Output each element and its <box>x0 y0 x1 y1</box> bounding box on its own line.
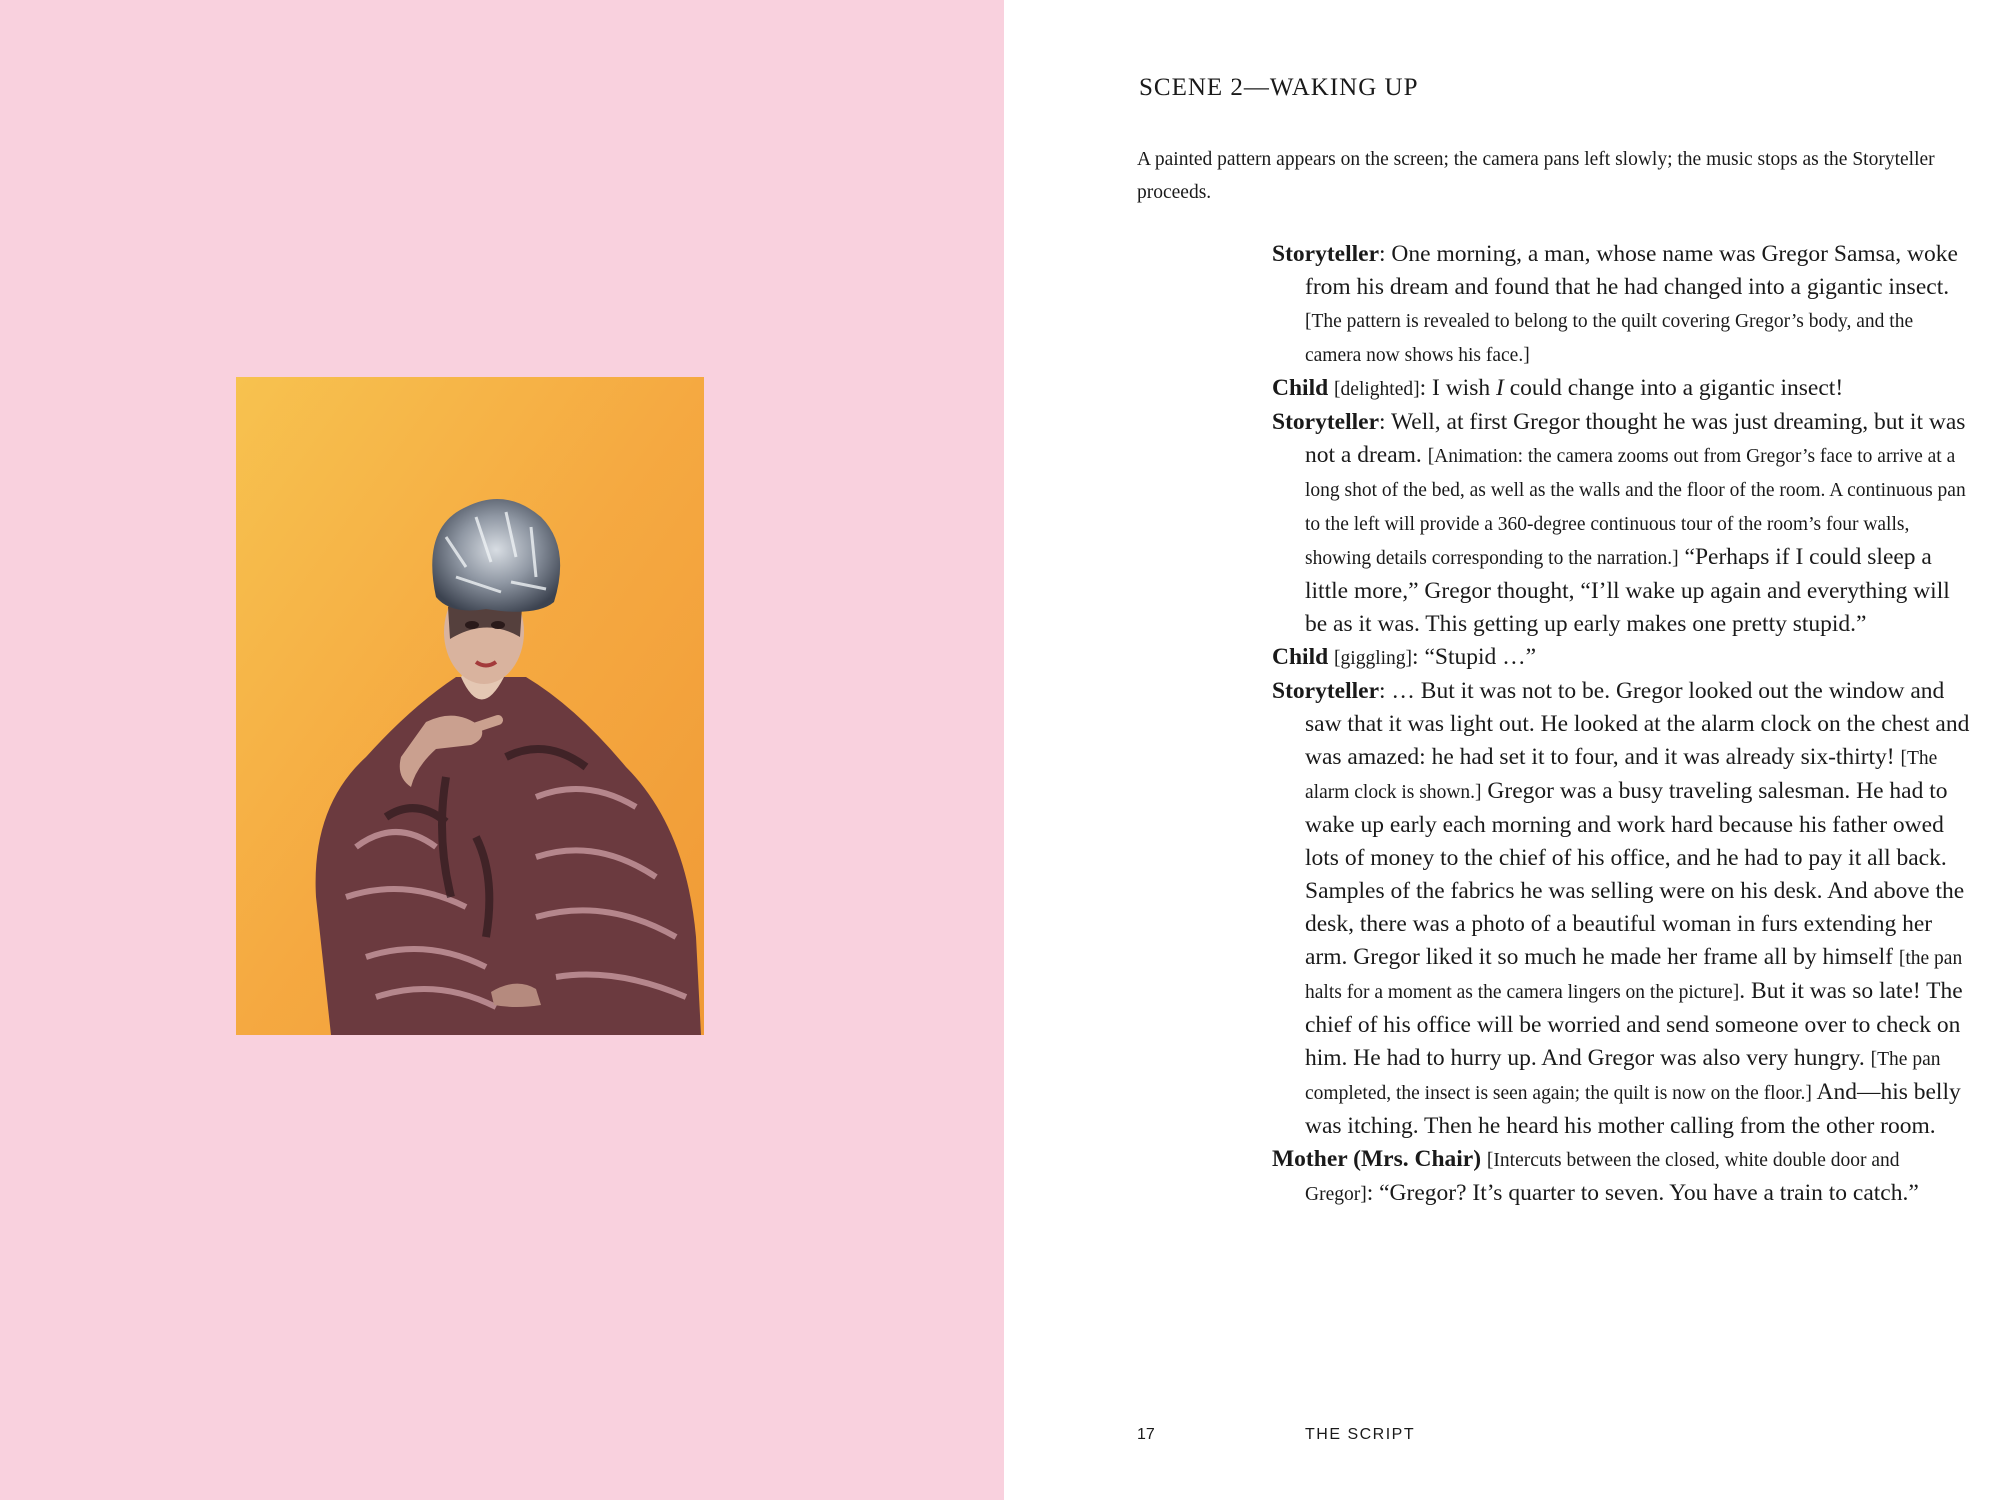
scene-title: SCENE 2—WAKING UP <box>1139 74 1419 101</box>
stage-direction: [Intercuts between the closed, white double door and Gregor] <box>1305 1150 1900 1205</box>
script-body <box>1272 238 1972 1211</box>
dialogue-text: Gregor was a busy traveling salesman. He had to wake up early each morning and work hard because his father owed lots of money to the chief of his office, and he had to pay it all back. Samples of the fabrics he was selling were on his desk. And above the desk, there was a photo of a beautiful woman in furs extending her arm. Gregor liked it so much he made her frame all by himself <box>1305 778 1965 970</box>
stage-direction: [Animation: the camera zooms out from Gregor’s face to arrive at a long shot of the bed, as well as the walls and the floor of the room. A continuous pan to the left will provide a 360-degree continuous tour of the room’s four walls, showing details corresponding to the narration.] <box>1305 446 1966 569</box>
dialogue-text: “Perhaps if I could sleep a little more,” Gregor thought, “I’ll wake up again and everything will be as it was. This getting up early makes one pretty stupid.” <box>1305 544 1950 637</box>
speaker-name: Mother (Mrs. Chair) <box>1272 1146 1482 1172</box>
painting-artwork <box>236 377 704 1035</box>
dialogue-entry <box>1272 641 1972 675</box>
dialogue-text: : Well, at first Gregor thought he was just dreaming, but it was not a dream. <box>1305 409 1966 468</box>
dialogue-entry <box>1272 238 1972 372</box>
dialogue-text: : “Gregor? It’s quarter to seven. You have a train to catch.” <box>1366 1180 1919 1206</box>
stage-direction-intro: A painted pattern appears on the screen; the camera pans left slowly; the music stops as the Storyteller proceeds. <box>1137 149 1935 203</box>
painting-image <box>236 377 704 1035</box>
speaker-name: Storyteller <box>1272 409 1380 435</box>
emphasis-text: I <box>1495 375 1504 401</box>
stage-direction: [The pan completed, the insect is seen again; the quilt is now on the floor.] <box>1305 1049 1941 1104</box>
speaker-name: Storyteller <box>1272 678 1380 704</box>
dialogue-entry <box>1272 406 1972 641</box>
page-number: 17 <box>1137 1426 1155 1443</box>
dialogue-text: : One morning, a man, whose name was Gregor Samsa, woke from his dream and found that he had changed into a gigantic insect. <box>1305 241 1958 300</box>
speaker-name: Storyteller <box>1272 241 1380 267</box>
dialogue-text: : I wish <box>1419 375 1496 401</box>
stage-direction: [delighted] <box>1334 379 1420 400</box>
stage-direction: [giggling] <box>1334 648 1413 669</box>
dialogue-entry <box>1272 675 1972 1143</box>
stage-direction: [the pan halts for a moment as the camera lingers on the picture] <box>1305 948 1963 1003</box>
dialogue-text: . But it was so late! The chief of his office will be worried and send someone over to check on him. He had to hurry up. And Gregor was also very hungry. <box>1305 978 1963 1071</box>
dialogue-text: : “Stupid …” <box>1412 644 1537 670</box>
dialogue-text: And—his belly was itching. Then he heard his mother calling from the other room. <box>1305 1079 1961 1139</box>
right-page <box>1004 0 2000 1500</box>
running-footer-title: THE SCRIPT <box>1305 1426 1416 1443</box>
dialogue-text: : … But it was not to be. Gregor looked out the window and saw that it was light out. He looked at the alarm clock on the chest and was amazed: he had set it to four, and it was already six-thirty! <box>1305 678 1970 770</box>
stage-direction: [The alarm clock is shown.] <box>1305 748 1938 803</box>
speaker-name: Child <box>1272 375 1329 401</box>
dialogue-entry <box>1272 372 1972 406</box>
speaker-name: Child <box>1272 644 1329 670</box>
dialogue-entry <box>1272 1143 1972 1211</box>
stage-direction: [The pattern is revealed to belong to the quilt covering Gregor’s body, and the camera now shows his face.] <box>1305 311 1914 366</box>
dialogue-text: could change into a gigantic insect! <box>1503 375 1844 401</box>
